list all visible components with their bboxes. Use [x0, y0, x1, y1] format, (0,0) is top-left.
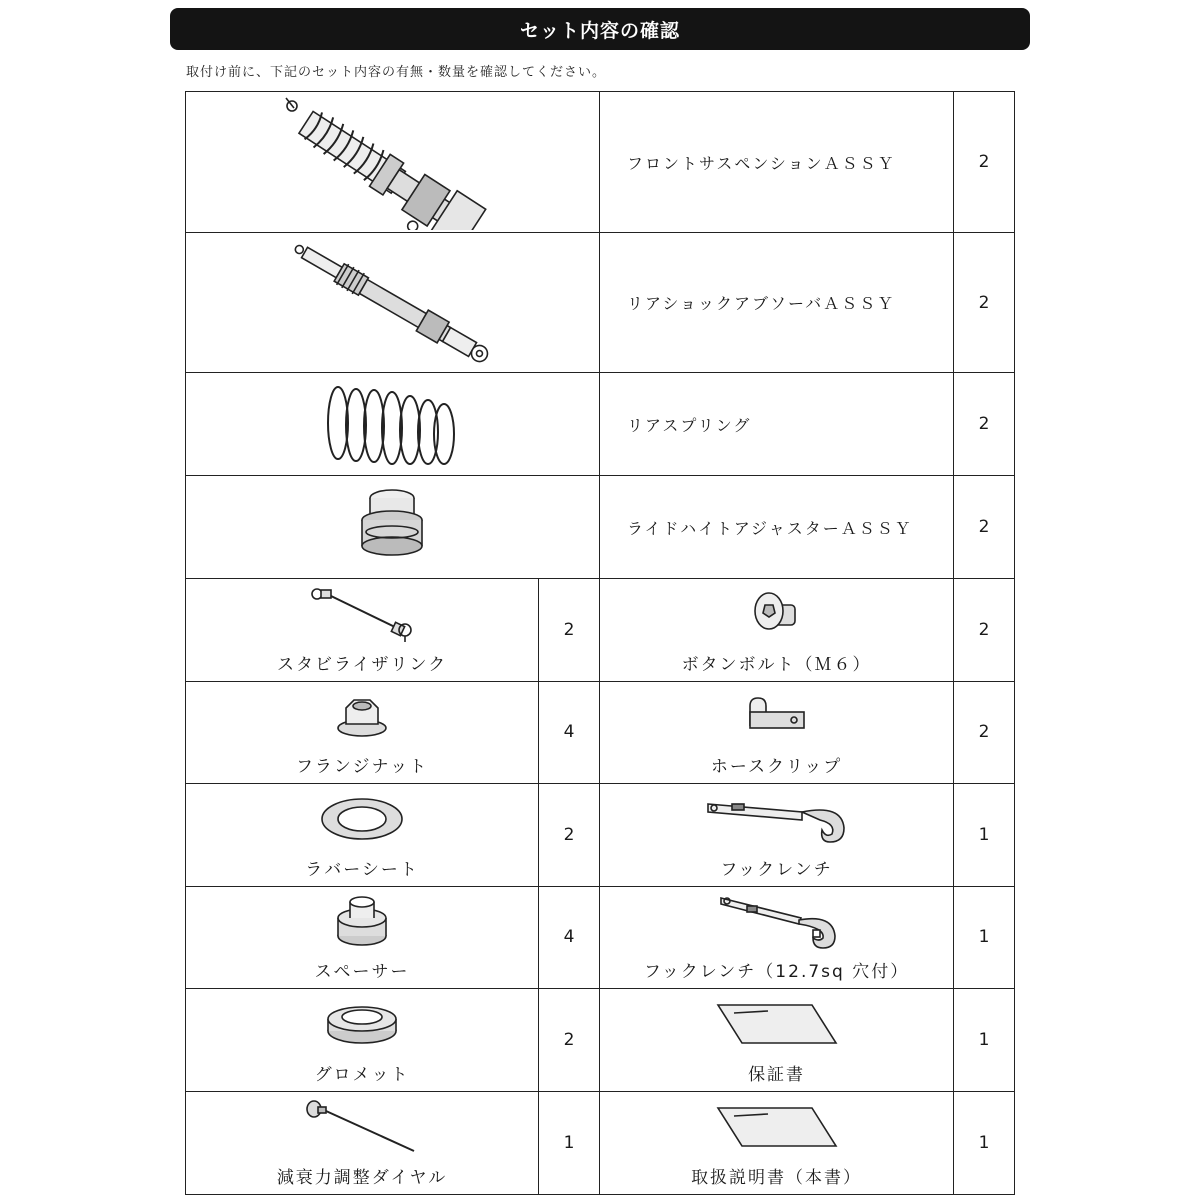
table-row: [186, 989, 1014, 1092]
part-name: スペーサー: [314, 962, 410, 982]
part-name: フックレンチ（12.7sq 穴付）: [643, 962, 910, 982]
part-cell: [186, 989, 539, 1091]
damping-adjust-dial-icon: [302, 1099, 422, 1155]
part-quantity: 2: [978, 292, 990, 313]
section-title: セット内容の確認: [519, 19, 680, 42]
table-row: [186, 579, 1014, 682]
part-quantity: 1: [978, 1029, 990, 1050]
part-name: ラバーシート: [305, 859, 419, 880]
part-quantity: 2: [978, 517, 990, 537]
part-name: フロントサスペンションＡＳＳＹ: [600, 92, 954, 232]
section-header: [170, 8, 1030, 50]
spacer-icon: [332, 894, 392, 949]
image-cell: [186, 373, 600, 475]
part-quantity: 1: [539, 1092, 600, 1195]
rear-spring-icon: [322, 379, 462, 469]
part-cell: [600, 1092, 954, 1195]
stabilizer-link-icon: [307, 584, 417, 644]
table-row: [186, 476, 1014, 579]
table-row: [186, 373, 1014, 476]
part-quantity: 2: [978, 619, 990, 640]
parts-table: [185, 91, 1015, 1195]
part-name: ライドハイトアジャスターＡＳＳＹ: [600, 476, 954, 578]
table-row: [186, 92, 1014, 233]
part-name: フックレンチ: [720, 859, 833, 880]
table-row: [186, 887, 1014, 990]
part-quantity: 2: [978, 152, 990, 172]
hook-wrench-square-hole-icon: [717, 892, 837, 952]
flange-nut-icon: [332, 692, 392, 742]
warranty-card-icon: [712, 999, 842, 1049]
part-name: 減衰力調整ダイヤル: [276, 1168, 448, 1188]
image-cell: [186, 92, 600, 232]
part-quantity: 4: [539, 887, 600, 989]
part-name: スタビライザリンク: [276, 654, 448, 675]
part-name: フランジナット: [295, 757, 429, 777]
part-name: リアスプリング: [600, 373, 954, 475]
part-cell: [186, 579, 539, 681]
part-quantity: 1: [978, 824, 990, 845]
part-name: ボタンボルト（Ｍ６）: [681, 654, 872, 675]
rubber-seat-icon: [317, 794, 407, 844]
part-cell: [186, 887, 539, 989]
part-name: リアショックアブソーバＡＳＳＹ: [600, 233, 954, 372]
front-suspension-icon: [272, 94, 512, 230]
part-quantity: 1: [978, 927, 990, 948]
part-cell: [186, 1092, 539, 1195]
part-cell: [186, 784, 539, 886]
part-cell: [600, 989, 954, 1091]
grommet-icon: [322, 999, 402, 1049]
part-cell: [600, 579, 954, 681]
hook-wrench-icon: [702, 794, 852, 844]
table-row: [186, 784, 1014, 887]
part-quantity: 4: [539, 682, 600, 784]
part-quantity: 2: [978, 722, 990, 743]
part-name: グロメット: [314, 1064, 410, 1085]
table-row: [186, 1092, 1014, 1195]
part-cell: [600, 682, 954, 784]
part-name: ホースクリップ: [710, 757, 843, 777]
hose-clip-icon: [742, 692, 812, 742]
part-name: 保証書: [748, 1064, 806, 1085]
part-quantity: 2: [539, 784, 600, 886]
part-name: 取扱説明書（本書）: [691, 1168, 863, 1188]
table-row: [186, 233, 1014, 373]
part-cell: [186, 682, 539, 784]
table-row: [186, 682, 1014, 785]
ride-height-adjuster-icon: [347, 482, 437, 572]
part-quantity: 2: [978, 414, 990, 434]
part-quantity: 2: [539, 579, 600, 681]
part-cell: [600, 887, 954, 989]
part-cell: [600, 784, 954, 886]
instruction-text: 取付け前に、下記のセット内容の有無・数量を確認してください。: [186, 65, 607, 80]
part-quantity: 2: [539, 989, 600, 1091]
image-cell: [186, 233, 600, 372]
button-bolt-icon: [747, 589, 807, 639]
part-quantity: 1: [978, 1132, 990, 1153]
image-cell: [186, 476, 600, 578]
rear-shock-absorber-icon: [277, 237, 507, 369]
instruction-manual-icon: [712, 1102, 842, 1152]
